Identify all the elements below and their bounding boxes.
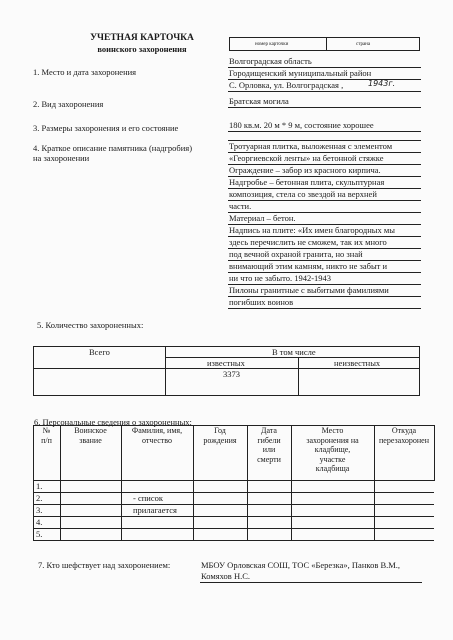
- rule: [200, 582, 422, 583]
- rule: [228, 140, 421, 141]
- row-number: 3.: [36, 505, 43, 515]
- header-cell-7-line-1: Откуда: [391, 426, 417, 435]
- row-number: 4.: [36, 517, 43, 527]
- rule: [228, 107, 421, 108]
- known-header: известных: [207, 358, 245, 368]
- header-box-divider: [326, 37, 327, 50]
- header-cell-5-line-2: гибели: [257, 435, 281, 445]
- patron-line-2: Комяхов Н.С.: [201, 571, 250, 581]
- country-label: страна: [356, 42, 371, 47]
- header-cell-3-line-2: отчество: [142, 435, 172, 445]
- rule: [228, 131, 421, 132]
- section-2-label: 2. Вид захоронения: [33, 99, 104, 109]
- header-cell-1-line-1: №: [42, 426, 51, 435]
- row-name: прилагается: [133, 505, 177, 515]
- monument-line-9: здесь перечислить не сможем, так их много: [229, 237, 387, 247]
- header-cell-5-line-1: Дата: [261, 426, 277, 435]
- card-subtitle: воинского захоронения: [97, 44, 187, 54]
- monument-line-1: Тротуарная плитка, выложенная с элементом: [229, 141, 393, 151]
- header-cell-5-line-3: или: [262, 445, 276, 454]
- header-cell-4-line-1: Год: [214, 426, 226, 435]
- table-column-line: [434, 425, 435, 481]
- place-line-2: Городищенский муниципальный район: [229, 68, 372, 78]
- total-header: Всего: [89, 347, 110, 357]
- monument-line-6: части.: [229, 201, 252, 211]
- monument-line-4: Надгробье – бетонная плита, скульптурная: [229, 177, 385, 187]
- size-value: 180 кв.м. 20 м * 9 м, состояние хорошее: [229, 120, 374, 130]
- monument-line-13: Пилоны гранитные с выбитыми фамилиями: [229, 285, 389, 295]
- monument-line-8: Надпись на плите: «Их имен благородных мы: [229, 225, 395, 235]
- header-cell-7-line-2: перезахоронен: [379, 435, 429, 445]
- card-number-label: номер карточки: [255, 42, 289, 47]
- row-number: 5.: [36, 529, 43, 539]
- unknown-header: неизвестных: [334, 358, 381, 368]
- monument-line-5: композиция, стела со звездой на верхней: [229, 189, 377, 199]
- section-3-label: 3. Размеры захоронения и его состояние: [33, 123, 179, 133]
- section-6-label: 6. Персональные сведения о захороненных:: [34, 417, 192, 427]
- count-divider: [165, 357, 419, 358]
- header-cell-2-line-2: звание: [79, 435, 102, 445]
- row-name: - список: [133, 493, 163, 503]
- section-4-label-2: на захоронении: [33, 153, 90, 163]
- header-cell-6-line-4: участке: [319, 454, 346, 464]
- monument-line-12: ни что не забыто. 1942-1943: [229, 273, 332, 283]
- monument-line-2: «Георгиевской ленты» на бетонной стяжке: [229, 153, 384, 163]
- patron-line-1: МБОУ Орловская СОШ, ТОС «Березка», Панков В.М.,: [201, 560, 401, 570]
- header-cell-6-line-2: захоронения на: [306, 435, 359, 445]
- rule: [228, 308, 421, 309]
- header-cell-5-line-4: смерти: [257, 454, 281, 464]
- place-line-3: С. Орловка, ул. Волгоградская ,: [229, 80, 344, 90]
- monument-line-7: Материал – бетон.: [229, 213, 296, 223]
- section-1-label: 1. Место и дата захоронения: [33, 67, 137, 77]
- monument-line-10: под вечной охраной гранита, но знай: [229, 249, 363, 259]
- count-divider: [165, 346, 166, 395]
- including-header: В том числе: [272, 347, 316, 357]
- rule: [228, 91, 421, 92]
- card-title: УЧЕТНАЯ КАРТОЧКА: [90, 33, 194, 43]
- rule: [228, 200, 421, 201]
- burial-type-value: Братская могила: [229, 96, 289, 106]
- monument-line-3: Ограждение – забор из красного кирпича.: [229, 165, 381, 175]
- header-cell-3-line-1: Фамилия, имя,: [131, 426, 183, 435]
- monument-line-14: погибших воинов: [229, 297, 294, 307]
- monument-line-11: внимающий этим камням, никто не забыт и: [229, 261, 388, 271]
- known-count-value: 3373: [223, 369, 240, 379]
- row-number: 2.: [36, 493, 43, 503]
- section-7-label: 7. Кто шефствует над захоронением:: [38, 560, 171, 570]
- header-cell-6-line-1: Место: [321, 426, 344, 435]
- header-cell-6-line-3: кладбище,: [314, 445, 351, 454]
- header-cell-2-line-1: Воинское: [74, 426, 107, 435]
- place-line-1: Волгоградская область: [229, 56, 312, 66]
- header-cell-4-line-2: рождения: [203, 435, 237, 445]
- header-cell-6-line-5: кладбища: [315, 464, 350, 473]
- row-number: 1.: [36, 481, 43, 491]
- section-4-label-1: 4. Краткое описание памятника (надгробия): [33, 143, 193, 153]
- header-cell-1-line-2: п/п: [41, 435, 52, 445]
- handwritten-year: 1943г.: [368, 79, 396, 88]
- count-divider: [298, 357, 299, 395]
- section-5-label: 5. Количество захороненных:: [37, 320, 144, 330]
